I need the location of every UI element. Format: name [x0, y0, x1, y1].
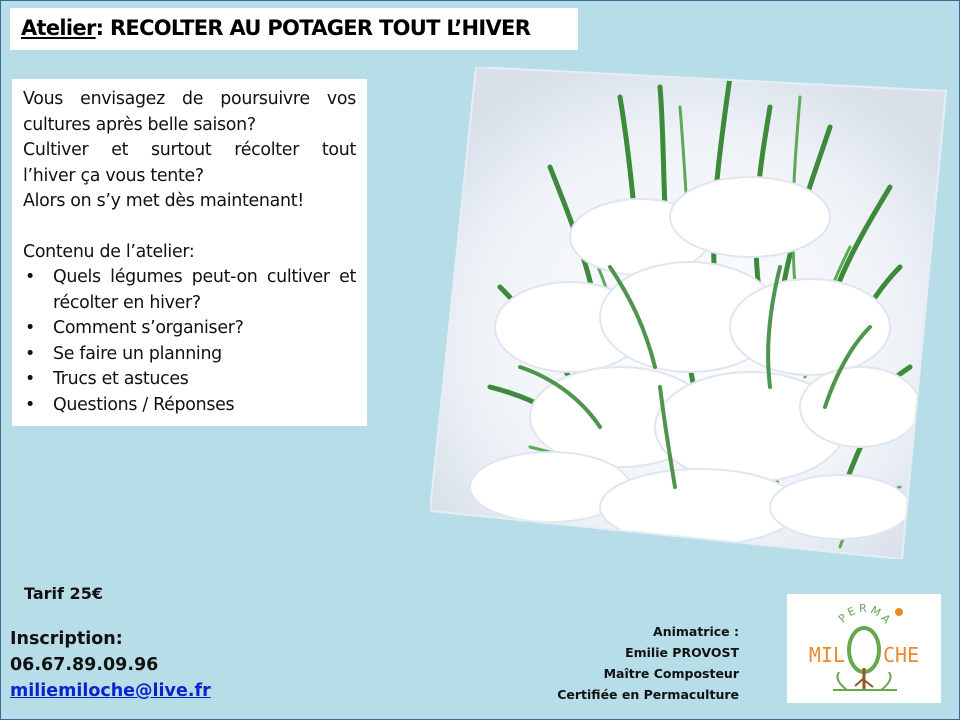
topic-line: Trucs et astuces: [53, 369, 189, 389]
intro-line: Vous envisagez de poursuivre vos: [23, 89, 356, 109]
animatrice-name: Emilie PROVOST: [625, 645, 739, 660]
email-link[interactable]: miliemiloche@live.fr: [10, 681, 211, 701]
intro-line: l’hiver ça vous tente?: [23, 165, 204, 186]
snow-grass-photo: [430, 67, 950, 559]
contents-heading: Contenu de l’atelier:: [23, 241, 195, 262]
list-item: [23, 393, 356, 419]
animatrice-title: Certifiée en Permaculture: [557, 687, 739, 702]
animatrice-block: [557, 621, 739, 705]
phone-number: 06.67.89.09.96: [10, 655, 159, 675]
topic-line: Questions / Réponses: [53, 394, 235, 415]
logo-top-text: PERMA: [836, 601, 895, 629]
snow-grass-illustration: [430, 67, 950, 559]
list-item: [23, 367, 356, 393]
list-item: [23, 316, 356, 342]
list-item: [23, 265, 356, 316]
topic-line: Se faire un planning: [53, 343, 222, 364]
topics-list: [23, 265, 356, 418]
animatrice-label: Animatrice :: [653, 624, 739, 639]
perma-miloche-logo: [787, 594, 941, 703]
intro-text-box: [12, 79, 367, 426]
animatrice-title: Maître Composteur: [603, 666, 739, 681]
intro-line: Alors on s’y met dès maintenant!: [23, 191, 304, 211]
intro-line: Cultiver et surtout récolter tout: [23, 140, 356, 160]
title-text: RECOLTER AU POTAGER TOUT L’HIVER: [109, 16, 531, 40]
logo-right-text: CHE: [883, 643, 920, 667]
topic-line: récolter en hiver?: [53, 292, 201, 313]
intro-line: cultures après belle saison?: [23, 114, 256, 135]
title-separator: :: [95, 16, 110, 40]
page-title: [10, 8, 578, 50]
inscription-block: [10, 626, 211, 704]
topic-line: • Quels légumes peut-on cultiver et: [53, 267, 356, 287]
logo-left-text: MIL: [808, 643, 845, 667]
title-prefix: Atelier: [21, 16, 96, 40]
topic-line: Comment s’organiser?: [53, 318, 244, 338]
price-label: Tarif 25€: [24, 584, 103, 603]
list-item: [23, 342, 356, 368]
logo-graphic: [787, 594, 941, 703]
inscription-label: Inscription:: [10, 629, 123, 649]
